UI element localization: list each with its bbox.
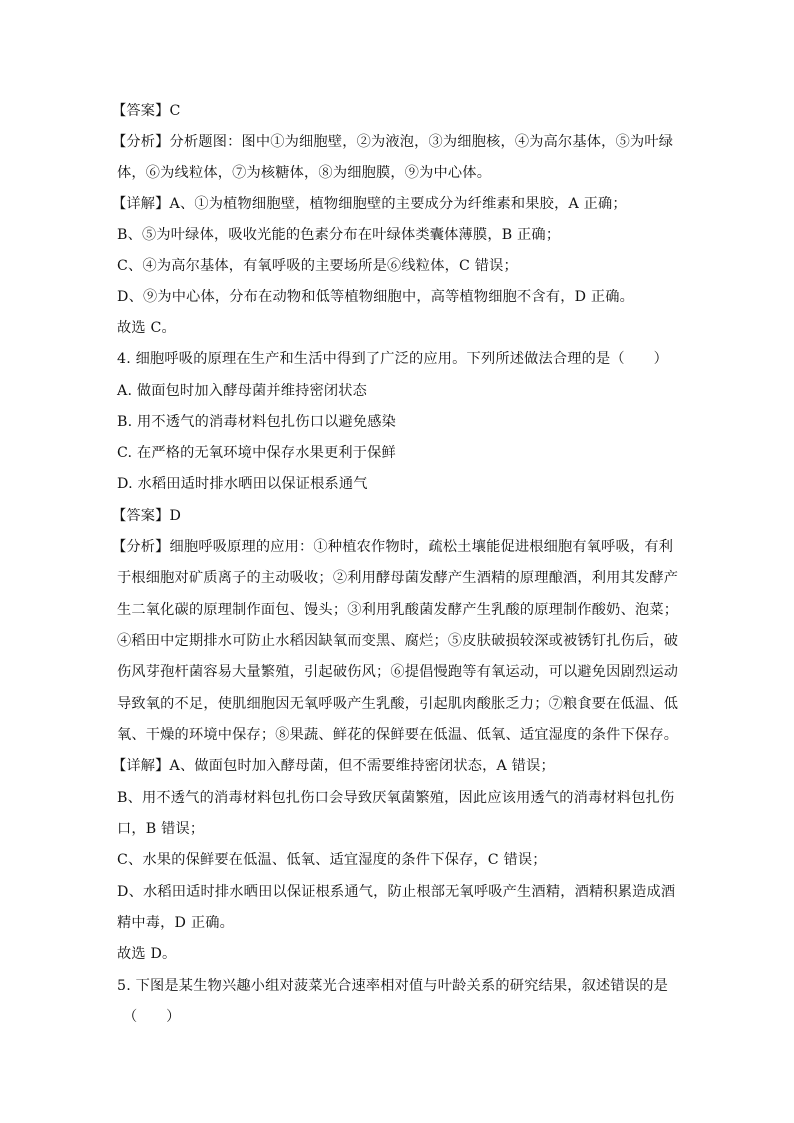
detail-q4-line-2: B、用不透气的消毒材料包扎伤口会导致厌氧菌繁殖，因此应该用透气的消毒材料包扎伤 [117,790,675,806]
analysis-q3-line-2: 体，⑥为线粒体，⑦为核糖体，⑧为细胞膜，⑨为中心体。 [117,165,492,181]
analysis-q3-line-1: 【分析】分析题图：图中①为细胞壁，②为液泡，③为细胞核，④为高尔基体，⑤为叶绿 [112,134,674,150]
analysis-q4-line-2: 于根细胞对矿质离子的主动吸收；②利用酵母菌发酵产生酒精的原理酿酒，利用其发酵产 [117,570,679,586]
question-4-option-b: B. 用不透气的消毒材料包扎伤口以避免感染 [117,414,397,430]
question-5-stem: 5. 下图是某生物兴趣小组对菠菜光合速率相对值与叶龄关系的研究结果，叙述错误的是 [117,978,668,994]
analysis-q4-line-5: 伤风芽孢杆菌容易大量繁殖，引起破伤风；⑥提倡慢跑等有氧运动，可以避免因剧烈运动 [117,664,679,680]
question-4-option-c: C. 在严格的无氧环境中保存水果更利于保鲜 [117,445,396,461]
detail-q4-line-1: 【详解】A、做面包时加入酵母菌，但不需要维持密闭状态，A 错误； [112,758,555,774]
detail-q3-line-3: C、④为高尔基体，有氧呼吸的主要场所是⑥线粒体，C 错误； [117,258,518,274]
analysis-q4-line-1: 【分析】细胞呼吸原理的应用：①种植农作物时，疏松土壤能促进根细胞有氧呼吸，有利 [112,539,674,555]
question-5-answer-blank: （ ） [123,1009,181,1025]
analysis-q4-line-3: 生二氧化碳的原理制作面包、馒头；③利用乳酸菌发酵产生乳酸的原理制作酸奶、泡菜； [117,602,679,618]
analysis-q4-line-6: 导致氧的不足，使肌细胞因无氧呼吸产生乳酸，引起肌肉酸胀乏力；⑦粮食要在低温、低 [117,696,679,712]
detail-q3-line-1: 【详解】A、①为植物细胞壁，植物细胞壁的主要成分为纤维素和果胶，A 正确； [112,196,627,212]
question-4-option-d: D. 水稻田适时排水晒田以保证根系通气 [117,476,368,492]
answer-label-q4: 【答案】D [112,508,182,524]
analysis-q4-line-4: ④稻田中定期排水可防止水稻因缺氧而变黑、腐烂；⑤皮肤破损较深或被锈钉扎伤后，破 [117,633,679,649]
answer-label-q3: 【答案】C [112,103,181,119]
conclusion-q3: 故选 C。 [117,320,176,336]
detail-q4-line-5: D、水稻田适时排水晒田以保证根系通气，防止根部无氧呼吸产生酒精，酒精积累造成酒 [117,884,676,900]
analysis-q4-line-7: 氧、干燥的环境中保存；⑧果蔬、鲜花的保鲜要在低温、低氧、适宜湿度的条件下保存。 [117,727,679,743]
detail-q4-line-4: C、水果的保鲜要在低温、低氧、适宜湿度的条件下保存，C 错误； [117,852,547,868]
question-4-option-a: A. 做面包时加入酵母菌并维持密闭状态 [117,383,368,399]
detail-q3-line-2: B、⑤为叶绿体，吸收光能的色素分布在叶绿体类囊体薄膜，B 正确； [117,227,561,243]
detail-q4-line-6: 精中毒，D 正确。 [117,915,234,931]
conclusion-q4: 故选 D。 [117,946,177,962]
detail-q4-line-3: 口，B 错误； [117,821,205,837]
question-4-stem: 4. 细胞呼吸的原理在生产和生活中得到了广泛的应用。下列所述做法合理的是（ ） [117,351,668,367]
detail-q3-line-4: D、⑨为中心体，分布在动物和低等植物细胞中，高等植物细胞不含有，D 正确。 [117,289,635,305]
